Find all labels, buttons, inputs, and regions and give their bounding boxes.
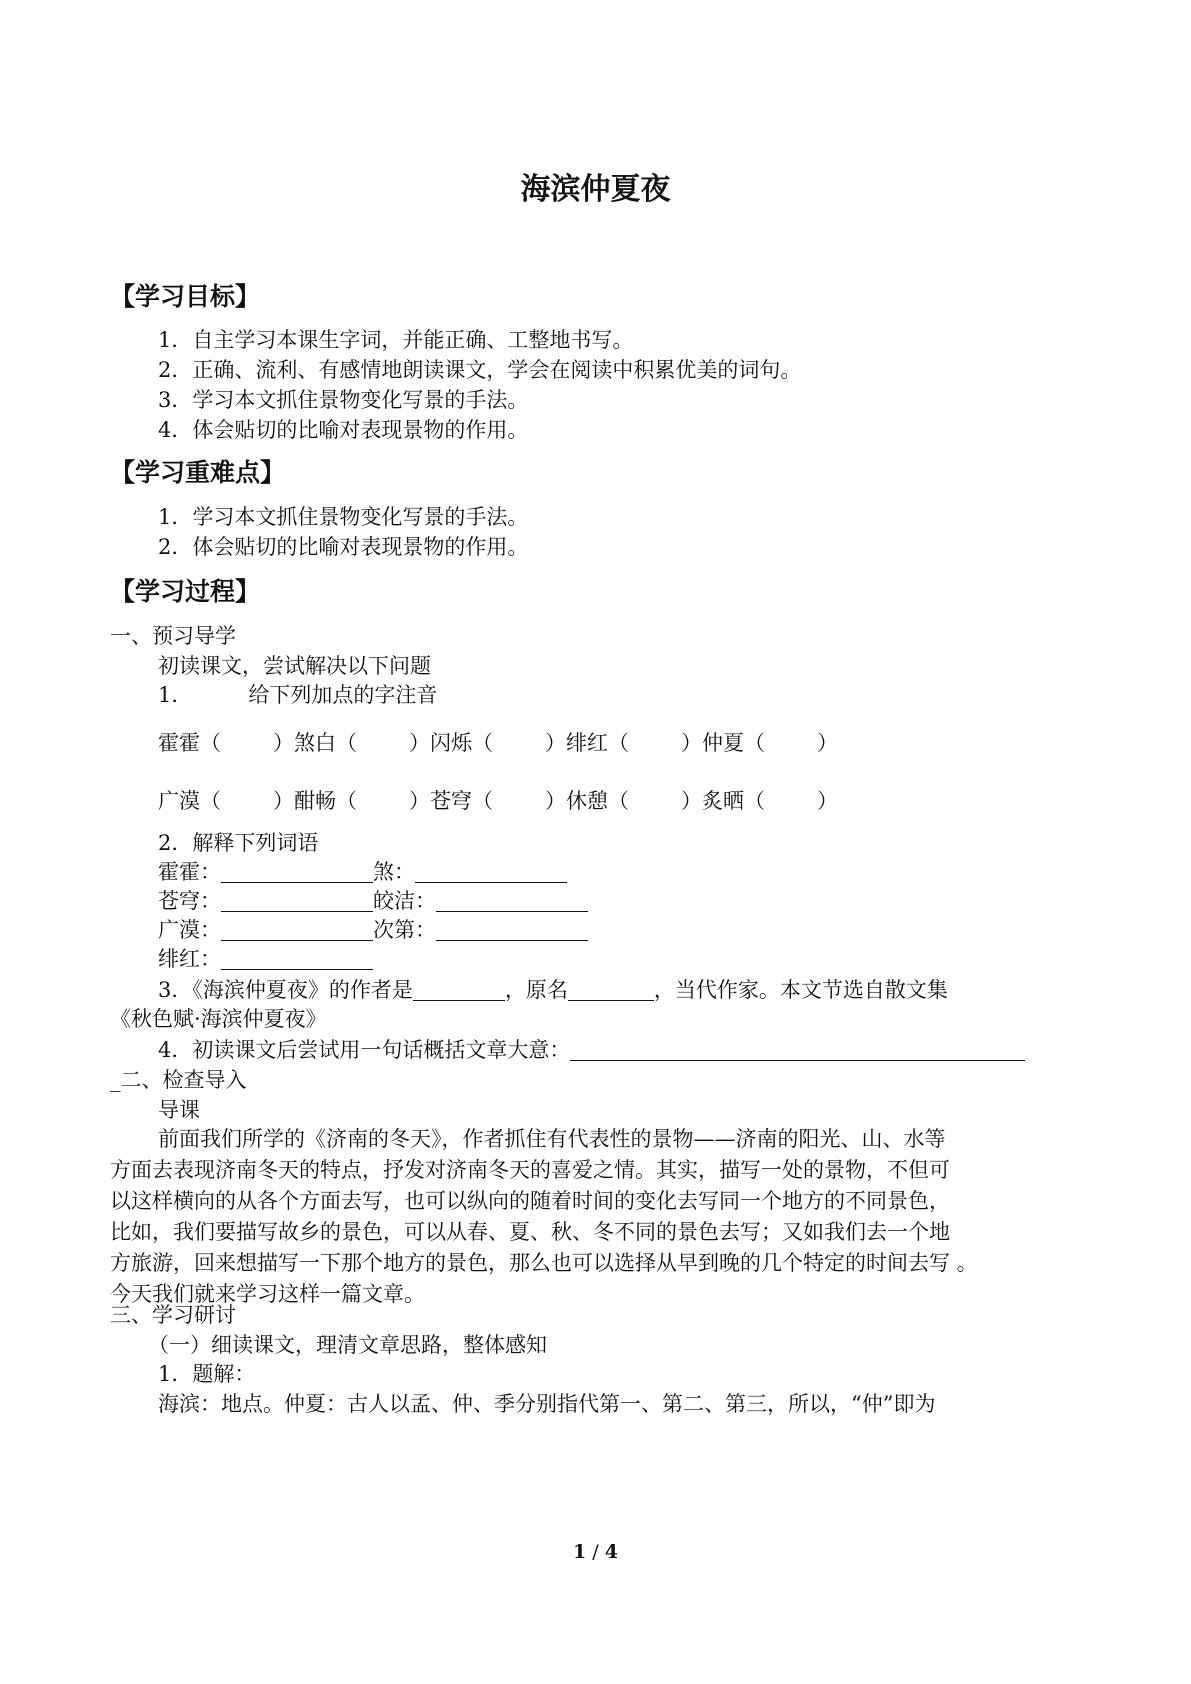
question-1 [158, 680, 437, 710]
answer-blank[interactable] [436, 891, 588, 912]
page-separator: / [586, 1541, 605, 1563]
question-3-text: 3．《海滨仲夏夜》的作者是 [158, 978, 413, 1002]
original-name-blank[interactable] [568, 980, 654, 1001]
pinyin-word: ）闪烁（ [409, 731, 493, 755]
pinyin-word: ）休憩（ [545, 789, 629, 813]
question-3-text: ，原名 [504, 978, 568, 1002]
objective-item: 1．自主学习本课生字词，并能正确、工整地书写。 [158, 328, 634, 352]
term-label: 广漠： [158, 918, 221, 942]
current-page: 1 [573, 1541, 587, 1563]
pinyin-row-1 [158, 728, 838, 758]
answer-blank[interactable] [221, 891, 373, 912]
pinyin-word: ）绯红（ [545, 731, 629, 755]
answer-blank[interactable] [415, 862, 567, 883]
paragraph-line: 比如，我们要描写故乡的景色，可以从春、夏、秋、冬不同的景色去写；又如我们去一个地 [110, 1220, 950, 1244]
term-label: 皎洁： [373, 889, 436, 913]
part1-intro: 初读课文，尝试解决以下问题 [158, 654, 431, 678]
term-row [158, 944, 373, 974]
pinyin-word: 霍霍（ [158, 731, 221, 755]
question-4-text: 4．初读课文后尝试用一句话概括文章大意： [158, 1038, 571, 1062]
paragraph-line: 方面去表现济南冬天的特点，抒发对济南冬天的喜爱之情。其实，描写一处的景物，不但可 [110, 1158, 950, 1182]
pinyin-word: ）酣畅（ [273, 789, 357, 813]
pinyin-word: ） [817, 731, 838, 755]
part3-question-1-text: 海滨：地点。仲夏：古人以孟、仲、季分别指代第一、第二、第三，所以，“仲”即为 [158, 1392, 936, 1416]
answer-blank[interactable] [436, 920, 588, 941]
term-row [158, 886, 588, 916]
question-1-number: 1． [158, 683, 193, 707]
term-label: 煞： [373, 860, 415, 884]
pinyin-word: ）苍穹（ [409, 789, 493, 813]
objectives-heading: 【学习目标】 [110, 282, 261, 311]
question-3 [158, 975, 948, 1005]
term-label: 霍霍： [158, 860, 221, 884]
part3-label: 三、学习研讨 [110, 1303, 236, 1327]
part2-sub: 导课 [158, 1098, 200, 1122]
objective-item: 3．学习本文抓住景物变化写景的手法。 [158, 388, 529, 412]
term-label: 绯红： [158, 947, 221, 971]
answer-blank[interactable] [221, 862, 373, 883]
paragraph-line: 前面我们所学的《济南的冬天》，作者抓住有代表性的景物——济南的阳光、山、水等 [158, 1127, 946, 1151]
question-3-source: 《秋色赋·海滨仲夏夜》 [110, 1007, 327, 1031]
paragraph-line: 以这样横向的从各个方面去写，也可以纵向的随着时间的变化去写同一个地方的不同景色， [110, 1189, 950, 1213]
summary-blank[interactable] [570, 1040, 1025, 1061]
author-blank[interactable] [413, 980, 505, 1001]
pinyin-row-2 [158, 786, 838, 816]
process-heading: 【学习过程】 [110, 577, 261, 606]
part2-label: _二、检查导入 [110, 1068, 247, 1092]
part1-label: 一、预习导学 [110, 624, 236, 648]
question-3-text: ，当代作家。本文节选自散文集 [653, 978, 948, 1002]
pinyin-word: ）炙晒（ [681, 789, 765, 813]
key-points-heading: 【学习重难点】 [110, 458, 286, 487]
term-label: 次第： [373, 918, 436, 942]
pinyin-word: ）仲夏（ [681, 731, 765, 755]
objective-item: 4．体会贴切的比喻对表现景物的作用。 [158, 418, 529, 442]
part3-question-1: 1．题解： [158, 1362, 256, 1386]
part3-sub: （一）细读课文，理清文章思路，整体感知 [148, 1333, 547, 1357]
term-row [158, 915, 588, 945]
intro-paragraph [110, 1124, 1090, 1310]
total-pages: 4 [604, 1541, 618, 1563]
key-point-item: 1．学习本文抓住景物变化写景的手法。 [158, 505, 529, 529]
paragraph-line: 方旅游，回来想描写一下那个地方的景色，那么也可以选择从早到晚的几个特定的时间去写 。 [110, 1251, 978, 1275]
term-row [158, 857, 567, 887]
question-2: 2．解释下列词语 [158, 831, 319, 855]
key-point-item: 2．体会贴切的比喻对表现景物的作用。 [158, 535, 529, 559]
answer-blank[interactable] [221, 949, 373, 970]
pinyin-word: ）煞白（ [273, 731, 357, 755]
paragraph-line: 今天我们就来学习这样一篇文章。 [110, 1282, 425, 1306]
answer-blank[interactable] [221, 920, 373, 941]
pinyin-word: ） [817, 789, 838, 813]
objective-item: 2．正确、流利、有感情地朗读课文，学会在阅读中积累优美的词句。 [158, 358, 802, 382]
question-1-text: 给下列加点的字注音 [248, 683, 438, 707]
term-label: 苍穹： [158, 889, 221, 913]
pinyin-word: 广漠（ [158, 789, 221, 813]
page-title: 海滨仲夏夜 [520, 172, 671, 207]
page-number [0, 1539, 1191, 1565]
question-4 [158, 1035, 1025, 1065]
